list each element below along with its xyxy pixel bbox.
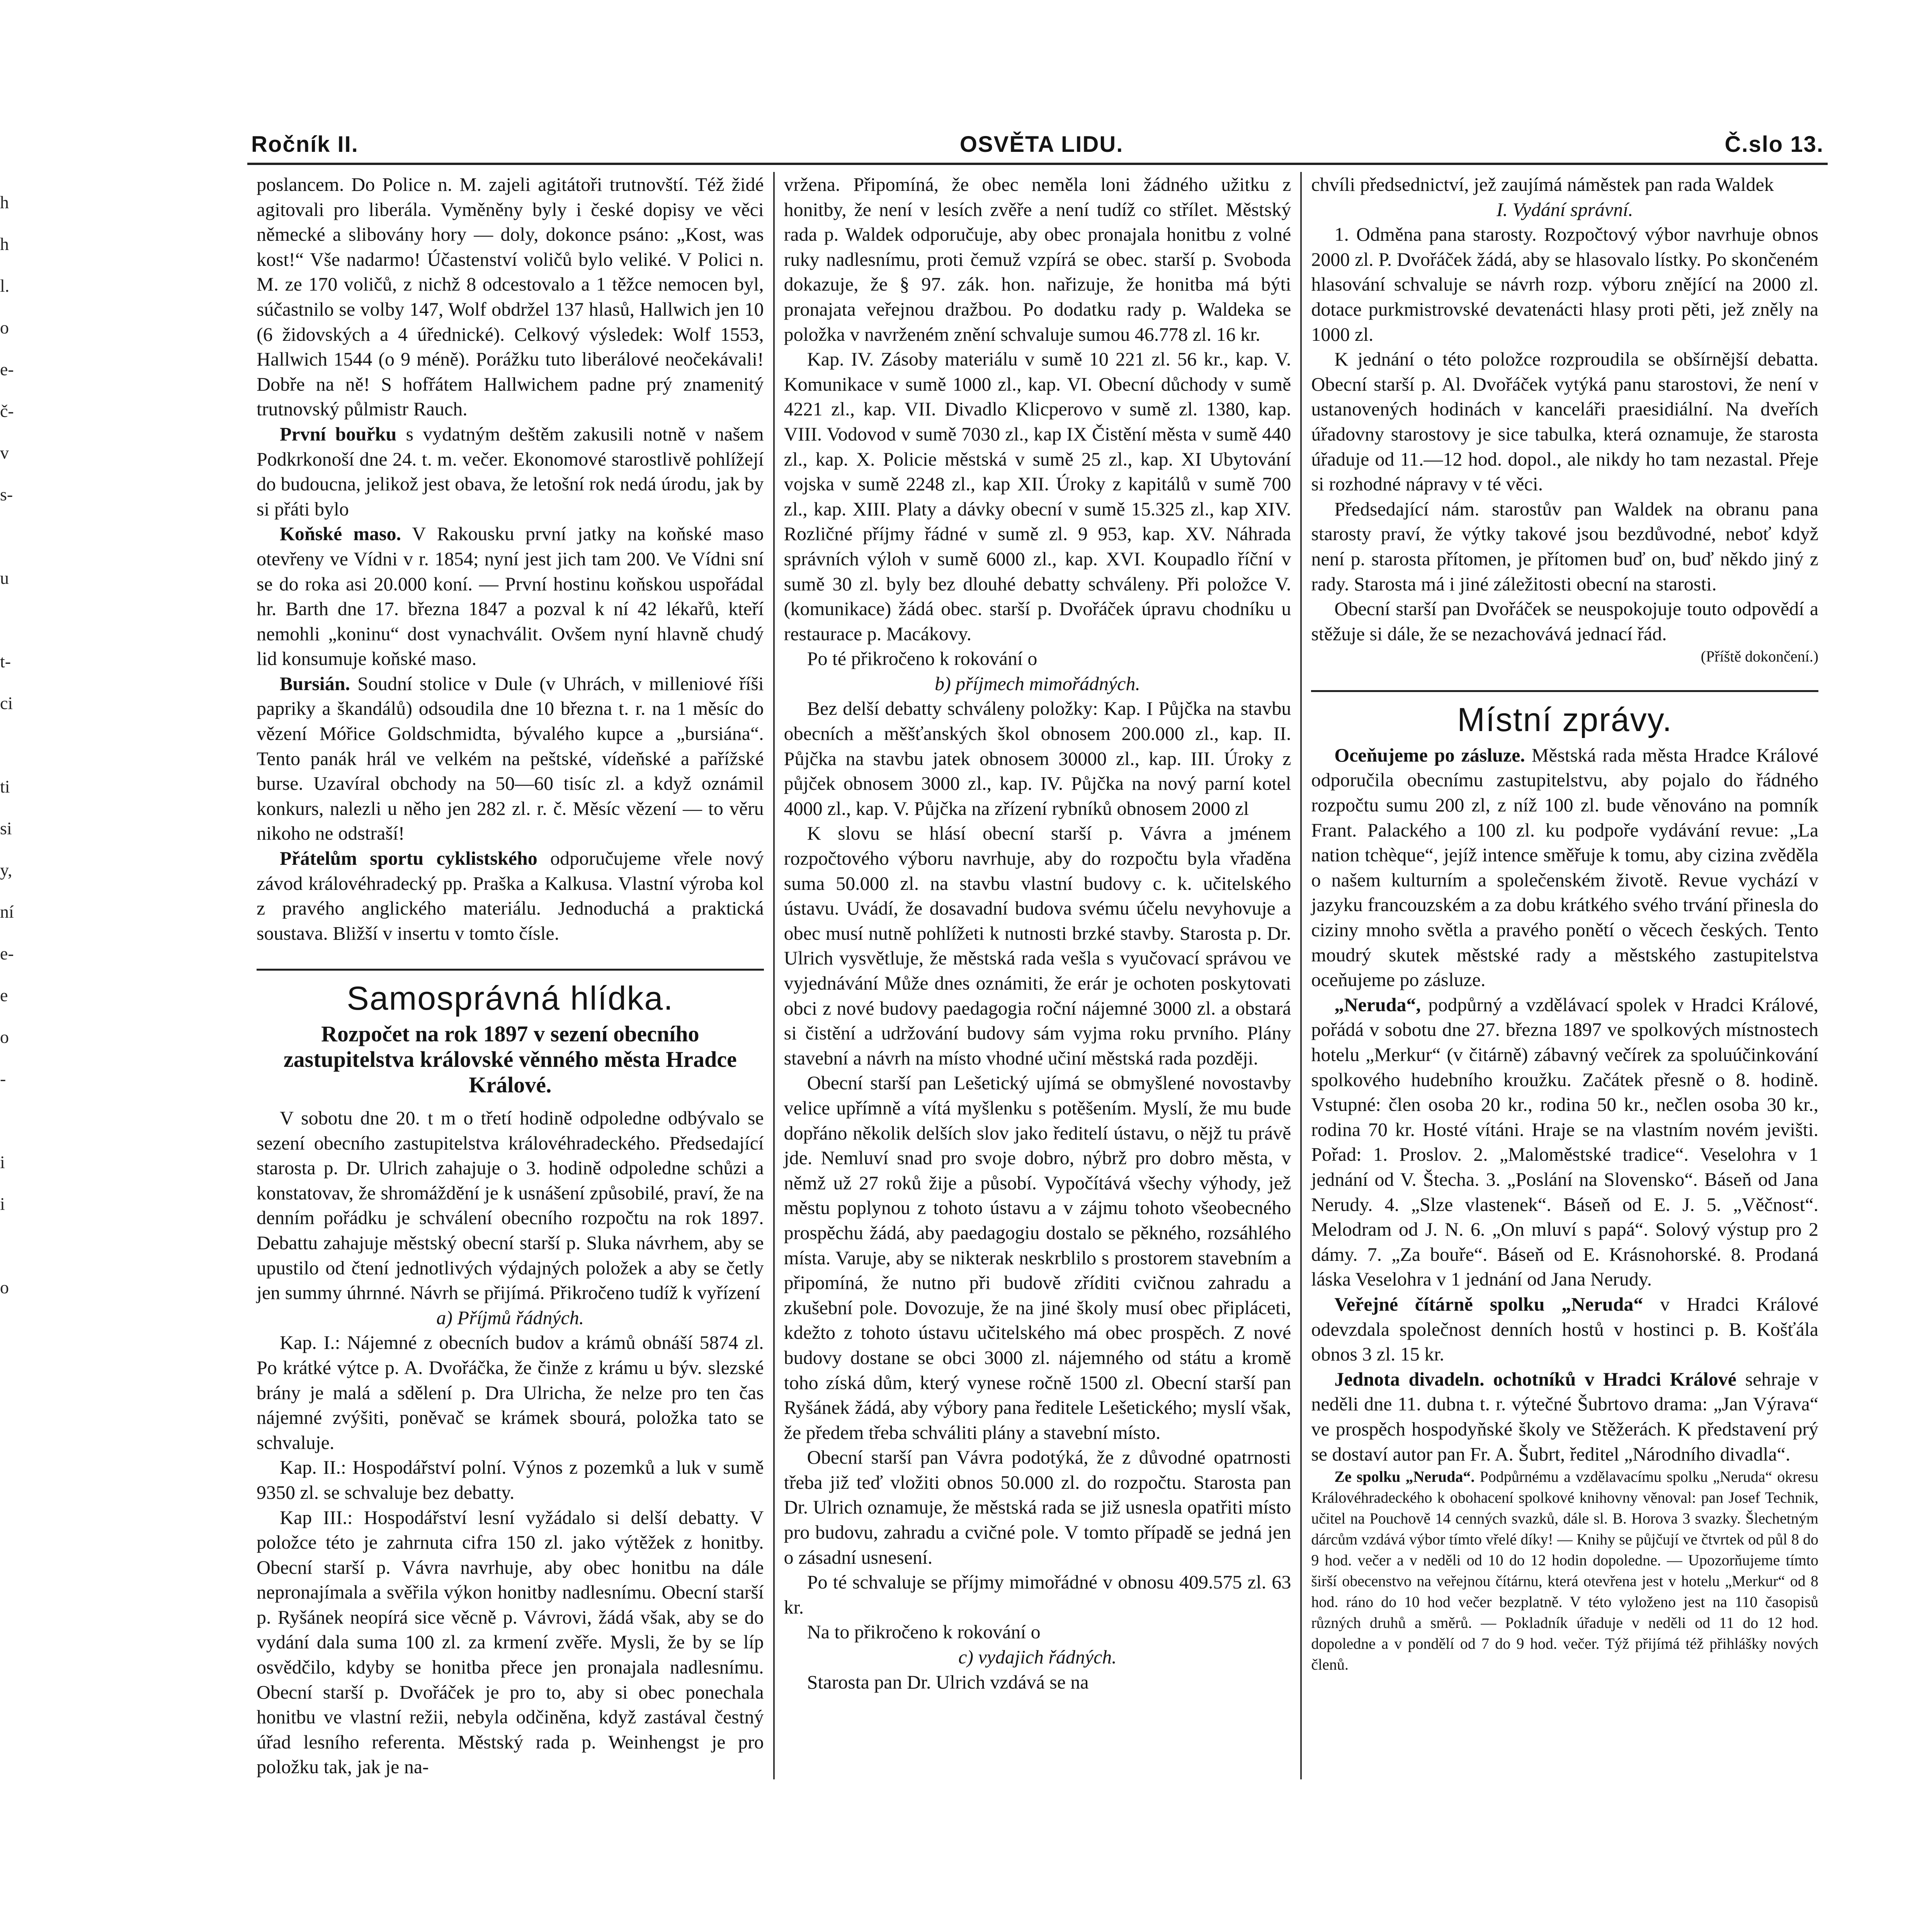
margin-fragment xyxy=(0,1308,19,1350)
column-3 xyxy=(1300,172,1828,1779)
margin-fragment: s- xyxy=(0,485,13,504)
margin-fragment: o xyxy=(0,318,9,337)
margin-fragment xyxy=(0,724,19,766)
paragraph-lead: Přátelům sportu cyklistského xyxy=(280,847,537,869)
margin-fragment: h xyxy=(0,234,9,254)
paragraph: poslancem. Do Police n. M. zajeli agitátoři trutnovští. Též židé agitovali pro liberála. Vyměněny byly i české dopisy ve věci německé a slibovány hory — doly, dokonce psáno: „Kost, was kost!“ Vše nadarmo! Účastenství voličů bylo veliké. V Polici n. M. ze 170 voličů, z nichž 8 odcestovalo a 1 těžce nemocen byl, súčastnilo se volby 147, Wolf obdržel 137 hlasů, Hallwich jen 10 (6 židovských a 4 úřednické). Celkový výsledek: Wolf 1553, Hallwich 1544 (o 9 méně). Porážku tuto liberálové neočekávali! Dobře na ně! S hofřátem Hallwichem padne prý znamenitý trutnovský půlmistr Rauch. xyxy=(257,173,764,420)
section-divider xyxy=(257,969,764,971)
paragraph: „Neruda“, podpůrný a vzdělávací spolek v Hradci Králové, pořádá v sobotu dne 27. března 1897 ve spolkových místnostech hotelu „Merkur“ (v čitárně) zábavný večírek za spoluúčinkování spolkového hudebního kroužku. Začátek přesně o 8. hodině. Vstupné: člen osoba 20 kr., rodina 50 kr., nečlen osoba 30 kr., rodina 70 kr. Hosté vítáni. Hraje se na vlastním novém jevišti. Pořad: 1. Proslov. 2. „Maloměstské tradice“. Veselohra v 1 jednání od V. Štecha. 3. „Poslání na Slovensko“. Báseň od Jana Nerudy. 4. „Slze vlastenek“. Báseň od E. J. 5. „Věčnost“. Melodram od J. N. 6. „On mluví s papá“. Solový výstup pro 2 dámy. 7. „Za bouře“. Báseň od E. Krásnohorské. 8. Prodaná láska Veselohra v 1 jednání od Jana Nerudy. xyxy=(1311,993,1819,1290)
paragraph-lead: Jednota divadeln. ochotníků v Hradci Králové xyxy=(1334,1368,1736,1390)
paragraph: Veřejné čítárně spolku „Neruda“ v Hradci Králové odevzdala společnost denních hostů v hostinci p. B. Košťála obnos 3 zl. 15 kr. xyxy=(1311,1293,1819,1365)
paragraph: Po té schvaluje se příjmy mimořádné v obnosu 409.575 zl. 63 kr. xyxy=(784,1571,1291,1618)
paragraph: Ze spolku „Neruda“. Podpůrnému a vzdělavacímu spolku „Neruda“ okresu Královéhradeckého k obohacení spolkové knihovny věnoval: pan Josef Technik, učitel na Pouchově 14 cenných svazků, dále sl. B. Horova 3 svazky. Šlechetným dárcům vzdává výbor tímto vřelé díky! — Knihy se půjčují ve čtvrtek od půl 8 do 9 hod. večer a v neděli od 10 do 12 hodin dopoledne. — Upozorňujeme tímto širší obecenstvo na veřejnou čítárnu, která otevřena jest v hotelu „Merkur“ od 8 hod. ráno do 10 hod večer bezplatně. V této vyloženo jest na 110 časopisů různých druhů a směrů. — Pokladník úřaduje v neděli od 11 do 12 hod. dopoledne a v pondělí od 7 do 9 hod. večer. Týž přijímá též přihlášky nových členů. xyxy=(1311,1468,1819,1673)
paragraph-lead: Koňské maso. xyxy=(280,523,401,545)
paragraph: Obecní starší pan Vávra podotýká, že z důvodné opatrnosti třeba již teď vložiti obnos 50.000 zl. do rozpočtu. Starosta pan Dr. Ulrich oznamuje, že městská rada se již usnesla opatřiti místo pro budovu, zahradu a cvičné pole. V tomto případě se jedná jen o zásadní usnesení. xyxy=(784,1446,1291,1568)
margin-fragment xyxy=(0,1392,19,1434)
paragraph: Bez delší debatty schváleny položky: Kap. I Půjčka na stavbu obecních a měšťanských škol obnosem 200.000 zl., kap. II. Půjčka na stavbu jatek obnosem 30000 zl., kap. III. Úroky z půjček obnosem 3000 zl., kap. IV. Půjčka na nový parní kotel 4000 zl., kap. V. Půjčka na zřízení rybníků obnosem 2000 zl xyxy=(784,697,1291,819)
running-head xyxy=(247,131,1828,165)
margin-fragment: y, xyxy=(0,860,12,880)
paragraph: Kap III.: Hospodářství lesní vyžádalo si delší debatty. V položce této je zahrnuta cifra 150 zl. jako výtěžek z honitby. Obecní starší p. Vávra navrhuje, aby obec honitbu na dále nepronajímala a svěřila výkon honitby nadlesnímu. Obecní starší p. Ryšánek neopírá sice věcně p. Vávrovi, žádá však, aby se do vydání dala suma 100 zl. za krmení zvěře. Mysli, že by se líp osvědčilo, kdyby se honitba přece jen pronajala nadlesnímu. Obecní starší p. Dvořáček je pro to, aby si obec ponechala honitbu ve vlastní režii, nebyla odčiněna, když zastával čestný úřad lesního referenta. Městský rada p. Weinhengst je pro položku tak, jak je na- xyxy=(257,1506,764,1778)
margin-fragment: e xyxy=(0,985,8,1005)
margin-fragment: ti xyxy=(0,777,10,796)
margin-fragment: ní xyxy=(0,902,14,922)
paragraph: Předsedající nám. starostův pan Waldek na obranu pana starosty praví, že výtky takové jsou bezdůvodné, neboť když není p. starosta přítomen, je přítomen buď on, buď někdo jiný z rady. Starosta má i jiné záležitosti obecní na starosti. xyxy=(1311,498,1819,595)
margin-fragment: č- xyxy=(0,401,14,421)
newspaper-page xyxy=(247,131,1828,1779)
margin-fragment: i xyxy=(0,1152,5,1172)
section-title: Místní zprávy. xyxy=(1457,701,1673,739)
margin-fragment: - xyxy=(0,1069,6,1088)
margin-fragment xyxy=(0,1100,19,1141)
section-divider xyxy=(1311,690,1818,692)
margin-fragment: e- xyxy=(0,359,14,379)
margin-fragment: t- xyxy=(0,651,11,671)
margin-fragment: l. xyxy=(0,276,10,296)
masthead-title: OSVĚTA LIDU. xyxy=(959,132,1124,157)
neighbour-page-margin xyxy=(0,182,19,1475)
paragraph: Kap. IV. Zásoby materiálu v sumě 10 221 zl. 56 kr., kap. V. Komunikace v sumě 1000 zl., kap. VI. Obecní důchody v sumě 4221 zl., kap. VII. Divadlo Klicperovo v sumě zl. 1380, kap. VIII. Vodovod v sumě 7030 zl., kap IX Čistění města v sumě 440 zl., kap. X. Policie městská v sumě 25 zl., kap. XI Ubytování vojska v sumě 2248 zl., kap XII. Úroky z kapitálů v sumě 700 zl., kap. XIII. Platy a dávky obecní v sumě 15.325 zl., kap XIV. Rozličné příjmy řádné v sumě zl. 9 953, kap. XV. Náhrada správních výloh v sumě 6000 zl., kap. XVI. Koupadlo říční v sumě 30 zl. byly bez dlouhé debatty schváleny. Při položce V. (komunikace) žádá obec. starší p. Dvořáček úpravu chodníku u restaurace p. Macákovy. xyxy=(784,348,1291,645)
margin-fragment xyxy=(0,515,19,557)
continuation-note: (Příště dokončení.) xyxy=(1701,648,1819,665)
paragraph: Po té přikročeno k rokování o xyxy=(807,648,1037,670)
subsection-heading: c) vydajich řádných. xyxy=(958,1646,1117,1668)
margin-fragment xyxy=(0,1434,19,1475)
paragraph: Obecní starší pan Dvořáček se neuspokojuje touto odpovědí a stěžuje si dále, že se nezachovává jednací řád. xyxy=(1311,598,1819,645)
margin-fragment: o xyxy=(0,1027,9,1047)
paragraph: První bouřku s vydatným deštěm zakusili notně v našem Podkrkonoší dne 24. t. m. večer. Ekonomové starostlivě pohlížejí do budoucna, jelikož jest obava, že letošní rok nedá úrodu, jak by si přáti bylo xyxy=(257,423,764,520)
paragraph-lead: Bursián. xyxy=(280,672,350,694)
paragraph-lead: První bouřku xyxy=(280,423,397,445)
margin-fragment: e- xyxy=(0,944,14,963)
volume-label: Ročník II. xyxy=(251,132,359,157)
paragraph: 1. Odměna pana starosty. Rozpočtový výbor navrhuje obnos 2000 zl. P. Dvořáček žádá, aby se hlasovalo lístky. Po skončeném hlasování schvaluje se návrh rozp. výboru znějící na 2000 zl. dotace purkmistrovské devatenácti hlasy proti pěti, jež zněly na 1000 zl. xyxy=(1311,223,1819,345)
subsection-heading: b) příjmech mimořádných. xyxy=(935,672,1140,694)
paragraph: Bursián. Soudní stolice v Dule (v Uhrách, v milleniové říši papriky a škandálů) odsoudila dne 10 března t. r. na 1 měsíc do vězení Móřice Goldschmidta, bývalého kupce a „bursiána“. Tento panák hrál ve velkém na peštské, vídeňské a pařížské burse. Uzavíral obchody na 50—60 tisíc zl. a když oznámil konkurs, nalezli u něho jen 282 zl. r. č. Měsíc vězení — to věru nikoho ne odstraší! xyxy=(257,672,764,844)
subsection-heading: a) Příjmů řádných. xyxy=(436,1306,584,1328)
margin-fragment: ci xyxy=(0,693,13,713)
margin-fragment xyxy=(0,599,19,641)
paragraph: Přátelům sportu cyklistského odporučujeme vřele nový závod královéhradecký pp. Praška a Kalkusa. Vlastní výroba kol z pravého anglického materiálu. Jednoduchá a praktická soustava. Bližší v insertu v tomto čísle. xyxy=(257,847,764,944)
paragraph-lead: „Neruda“, xyxy=(1334,993,1421,1015)
paragraph: Na to přikročeno k rokování o xyxy=(807,1621,1041,1643)
paragraph: K jednání o této položce rozproudila se obšírnější debatta. Obecní starší p. Al. Dvořáček vytýká panu starostovi, že není v ustanovených hodinách v kanceláři praesidiální. Na dveřích úřadovny starostovy je sice tabulka, která oznamuje, že starosta úřaduje od 11.—12 hod. dopol., ale nikdy ho tam nezastal. Přeje si rozhodné nápravy v té věci. xyxy=(1311,348,1819,495)
margin-fragment: v xyxy=(0,443,9,463)
margin-fragment: u xyxy=(0,568,9,588)
section-title: Samosprávná hlídka. xyxy=(347,980,674,1017)
paragraph: Kap. I.: Nájemné z obecních budov a krámů obnáší 5874 zl. Po krátké výtce p. A. Dvořáčka, že činže z krámu u býv. slezské brány je malá a sdělení p. Dra Ulricha, že nelze pro ten čas nájemné zvýšiti, poněvač se krámek sbourá, položka tato se schvaluje. xyxy=(257,1332,764,1453)
margin-fragment: i xyxy=(0,1194,5,1214)
margin-fragment: si xyxy=(0,818,12,838)
paragraph: vržena. Připomíná, že obec neměla loni žádného užitku z honitby, že není v lesích zvěře a není tudíž co střílet. Městský rada p. Waldek odporučuje, aby obec pronajala honitbu z volné ruky nadlesnímu, proti čemuž vzpírá se obec. starší p. Svoboda dokazuje, že § 97. zák. hon. nařizuje, že honitba má býti pronajata veřejnou dražbou. Po dodatku rady p. Waldeka se položka v navrženém znění schvaluje sumou 46.778 zl. 16 kr. xyxy=(784,173,1291,345)
margin-fragment: h xyxy=(0,192,9,212)
paragraph: Starosta pan Dr. Ulrich vzdává se na xyxy=(807,1671,1089,1693)
paragraph: Jednota divadeln. ochotníků v Hradci Králové sehraje v neděli dne 11. dubna t. r. výtečné Šubrtovo drama: „Jan Výrava“ ve prospěch hospodyňské školy ve Stěžerách. K představení prý se dostaví autor pan Fr. A. Šubrt, ředitel „Národního divadla“. xyxy=(1311,1368,1819,1465)
paragraph: K slovu se hlásí obecní starší p. Vávra a jménem rozpočtového výboru navrhuje, aby do rozpočtu byla vřaděna suma 50.000 zl. na stavbu vlastní budovy c. k. učitelského ústavu. Uvádí, že dosavadní budova svému účelu nevyhovuje a obec musí nutně pohlížeti k nutnosti brzké stavby. Starosta p. Dr. Ulrich vysvětluje, že městská rada vešla s vyučovací správou ve vyjednávání Může dnes oznámiti, že erár je ochoten poskytovati obci z nové budovy paedagogia roční nájemné 3000 zl. a obstará si čistění a udržování budovy sám vyjma roku prvního. Plány stavební a návrh na místo vhodné učiní městská rada později. xyxy=(784,822,1291,1069)
margin-fragment xyxy=(0,1225,19,1267)
paragraph-lead: Veřejné čítárně spolku „Neruda“ xyxy=(1334,1293,1643,1315)
paragraph: V sobotu dne 20. t m o třetí hodině odpoledne odbývalo se sezení obecního zastupitelstva královéhradeckého. Předsedající starosta p. Dr. Ulrich zahajuje o 3. hodině odpoledne schůzi a konstatovav, že shromáždění je k usnášení způsobilé, praví, že na denním pořádku je schválení obecního rozpočtu na rok 1897. Debattu zahajuje městský obecní starší p. Sluka návrhem, aby se upustilo od čtení jednotlivých výdajných položek a aby se četly jen summy úhrnné. Návrh se přijímá. Přikročeno tudíž k vyřízení xyxy=(257,1107,764,1304)
column-2 xyxy=(773,172,1301,1779)
article-title: Rozpočet na rok 1897 v sezení obecního zastupitelstva královské věnného města Hradce Králové. xyxy=(283,1021,737,1097)
paragraph: Obecní starší pan Lešetický ujímá se obmyšlené novostavby velice upřímně a vítá myšlenku s potěšením. Myslí, že mu bude dopřáno několik delších slov jako ředitelí ústavu, o nějž tu právě jde. Nemluví snad pro svoje dobro, nýbrž pro dobro města, v němž už 27 roků žije a působí. Vypočítává všechy výhody, jež městu poplynou z tohoto ústavu a v zájmu tohoto všeobecného prospěchu žádá, aby paedagogiu dostalo se pěkného, rozsáhlého místa. Varuje, aby se nikterak neskrblilo s prostorem stavebním a připomíná, že nutno při budově zříditi cvičnou zahradu a zkušební pole. Dovozuje, že na jiné školy musí obec připláceti, kdežto z tohoto ústavu učitelského má obec prospěch. Z nové budovy dostane se obci 3000 zl. nájemného od státu a kromě toho získá dům, který vynese ročně 1500 zl. Obecní starší pan Ryšánek žádá, aby výbory pana ředitele Lešetického; myslí však, že předem třeba schváliti plány a stavební místo. xyxy=(784,1072,1291,1443)
paragraph: chvíli předsednictví, jež zaujímá náměstek pan rada Waldek xyxy=(1311,173,1774,195)
margin-fragment: o xyxy=(0,1277,9,1297)
paragraph: Oceňujeme po zásluze. Městská rada města Hradce Králové odporučila obecnímu zastupitelstvu, aby pojalo do řádného rozpočtu sumu 200 zl, z níž 100 zl. bude věnováno na pomník Frant. Palackého a 100 zl. ku podpoře vydávání revue: „La nation tchèque“, jejíž intence směřuje k tomu, aby cizina zvěděla o našem kulturním a společenském životě. Revue vychází v jazyku francouzském a za dobu krátkého svého trvání přinesla do ciziny mnoho světla a pravého ponětí o věcech českých. Tento moudrý skutek městské rady a městského zastupitelstva oceňujeme po zásluze. xyxy=(1311,744,1819,991)
column-1 xyxy=(247,172,773,1779)
margin-fragment xyxy=(0,1350,19,1392)
issue-number: Č.slo 13. xyxy=(1725,132,1824,157)
paragraph-lead: Ze spolku „Neruda“. xyxy=(1334,1468,1475,1486)
paragraph: Koňské maso. V Rakousku první jatky na koňské maso otevřeny ve Vídni v r. 1854; nyní jest jich tam 200. Ve Vídni sní se do roka asi 20.000 koní. — První hostinu koňskou uspořádal hr. Barth dne 17. března 1847 a pozval k ní 42 lékařů, kteří nemohli „koninu“ dost vynachválit. Ovšem nyní hlavně chudý lid konsumuje koňské maso. xyxy=(257,523,764,670)
paragraph: Kap. II.: Hospodářství polní. Výnos z pozemků a luk v sumě 9350 zl. se schvaluje bez debatty. xyxy=(257,1456,764,1503)
paragraph-lead: Oceňujeme po zásluze. xyxy=(1334,744,1525,766)
subsection-heading: I. Vydání správní. xyxy=(1496,198,1633,220)
